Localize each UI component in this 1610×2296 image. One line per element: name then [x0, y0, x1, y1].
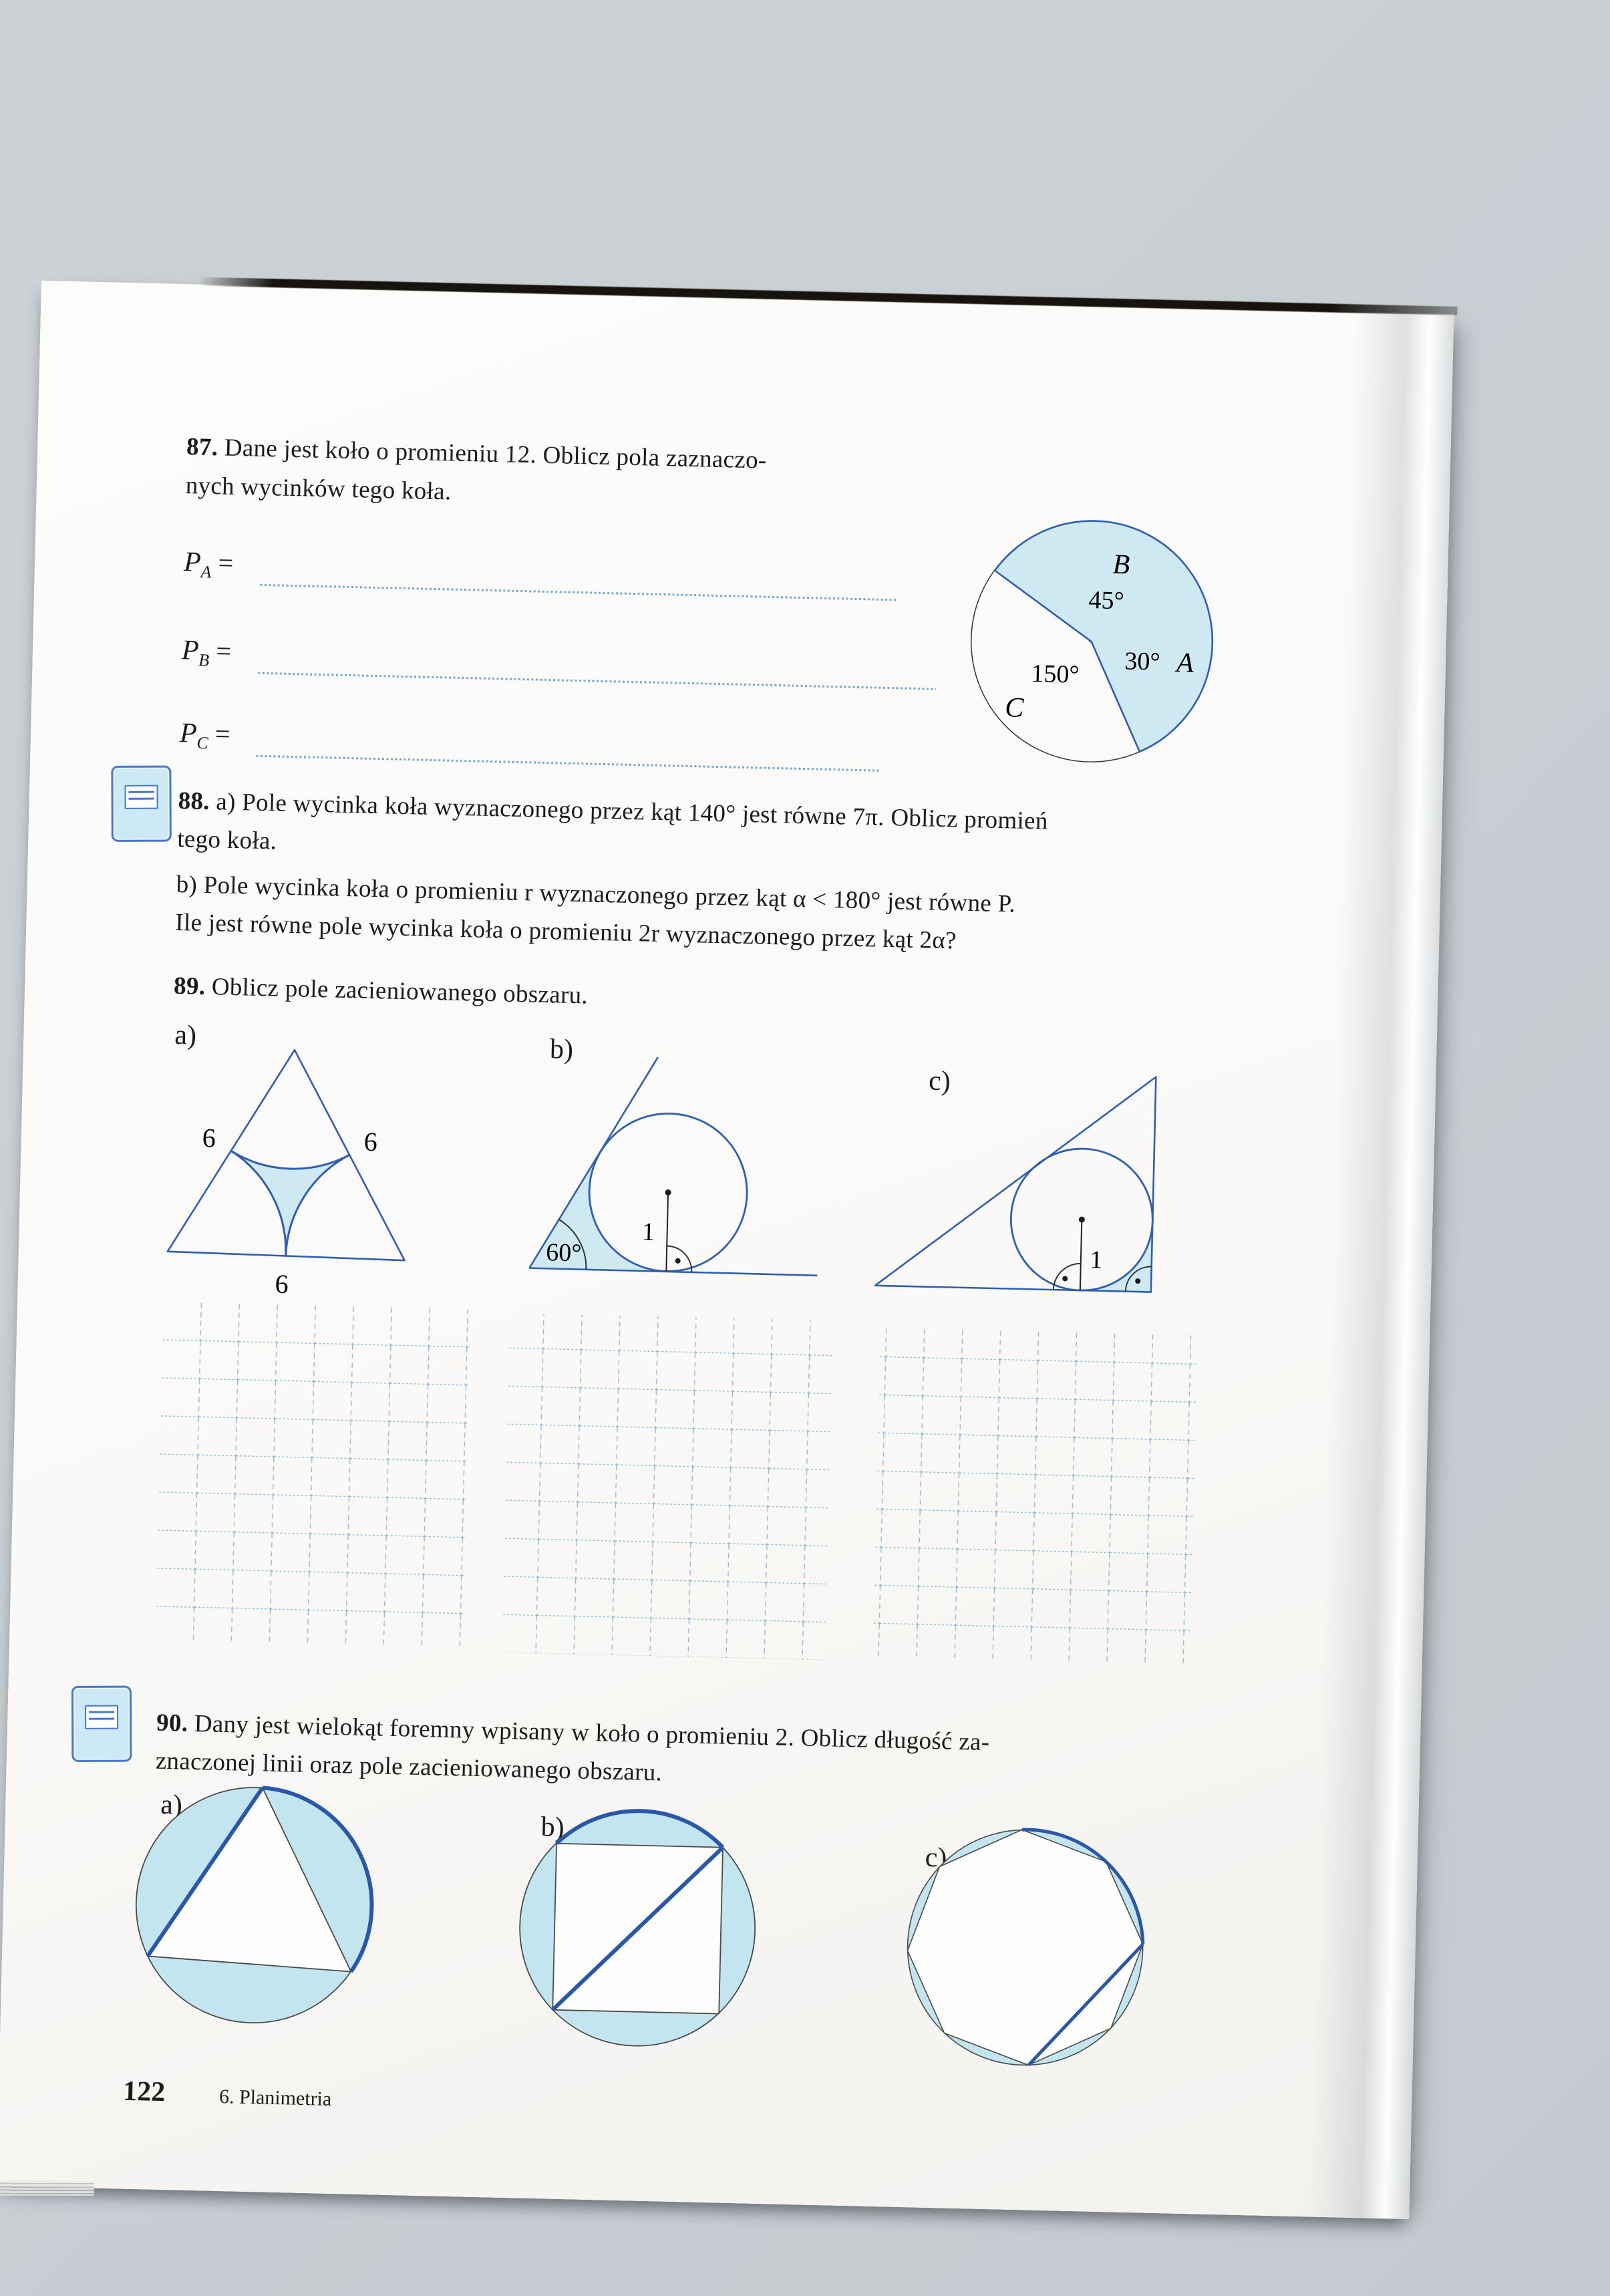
answer-line-pb: [258, 672, 936, 690]
book-page: [0, 281, 1454, 2219]
figure-90c-octagon-in-circle: [901, 1822, 1150, 2073]
pie-sectors-figure: [964, 513, 1219, 770]
workbook-icon: [111, 766, 171, 842]
grid-work-areas: [156, 1302, 1206, 1675]
side-label-left: 6: [202, 1123, 216, 1153]
problem-89-title: 89. Oblicz pole zacieniowanego obszaru.: [173, 972, 589, 1010]
pie-label-a: A: [1176, 648, 1194, 679]
pie-label-b: B: [1112, 549, 1130, 581]
right-angle-dot: [675, 1258, 681, 1264]
grid-block-a: [156, 1302, 471, 1649]
figure-89b-label: b): [549, 1034, 574, 1066]
figure-89a-triangle-arcs: [146, 1025, 440, 1306]
side-label-bottom: 6: [275, 1268, 289, 1300]
figure-90b-square-in-circle: [513, 1804, 762, 2052]
answer-label-pb: $P_B$ =: [181, 635, 232, 670]
side-label-right: 6: [363, 1126, 378, 1157]
answer-label-pc: $P_C$ =: [179, 718, 231, 753]
radius-label-1: 1: [641, 1217, 655, 1247]
circle-center-dot: [665, 1189, 671, 1195]
page-top-shadow: [198, 277, 1458, 315]
figure-89c-right-triangle-circle: [838, 1008, 1192, 1330]
figure-90a-label: a): [160, 1789, 183, 1821]
problem-88-line1: 88. a) Pole wycinka koła wyznaczonego przez kąt 140° jest równe 7π. Oblicz promień: [178, 787, 1049, 835]
problem-87-line2: nych wycinków tego koła.: [185, 472, 452, 506]
problem-89-number: 89.: [173, 972, 206, 1001]
problem-87-number: 87.: [186, 433, 218, 462]
figure-90a-triangle-in-circle: [130, 1782, 378, 2031]
answer-label-pa: $P_A$ =: [183, 547, 234, 582]
answer-line-pa: [260, 584, 898, 601]
grid-block-b: [502, 1313, 834, 1660]
angle-label-60: 60°: [545, 1238, 583, 1268]
pie-label-c: C: [1004, 692, 1024, 724]
radius-line: [1080, 1219, 1082, 1290]
figure-90b-label: b): [540, 1812, 565, 1844]
problem-90-line1: 90. Dany jest wielokąt foremny wpisany w koło o promieniu 2. Oblicz długość za-: [156, 1709, 990, 1757]
problem-88-line4: Ile jest równe pole wycinka koła o promieniu 2r wyznaczonego przez kąt 2α?: [174, 908, 957, 955]
pie-angle-c: 150°: [1030, 660, 1080, 689]
pie-angle-b: 45°: [1088, 586, 1125, 615]
problem-90-number: 90.: [156, 1709, 188, 1737]
workbook-icon-label-lines: [124, 785, 158, 809]
figure-89a-label: a): [174, 1020, 197, 1051]
problem-88-line2: tego koła.: [176, 825, 277, 855]
radius-label-1: 1: [1089, 1246, 1103, 1274]
chapter-title: 6. Planimetria: [218, 2086, 332, 2110]
workbook-icon: [71, 1686, 132, 1762]
triangle-outline: [875, 1070, 1156, 1292]
figure-90c-label: c): [925, 1842, 947, 1874]
pie-angle-a: 30°: [1124, 647, 1161, 676]
workbook-icon-label-lines: [85, 1705, 118, 1729]
sector-c: [991, 519, 1215, 753]
page-stack-corner: [0, 2181, 94, 2196]
circle-center-dot: [1079, 1216, 1085, 1222]
problem-87-line1: 87. Dane jest koło o promieniu 12. Oblicz pola zaznaczo-: [186, 433, 768, 474]
tangent-right-angle-dot: [1062, 1276, 1068, 1281]
answer-line-pc: [256, 755, 880, 772]
radius-line: [666, 1192, 668, 1271]
problem-88-line3: b) Pole wycinka koła o promieniu r wyznaczonego przez kąt α < 180° jest równe P.: [176, 871, 1016, 918]
figure-89c-label: c): [928, 1065, 951, 1097]
problem-88-number: 88.: [178, 787, 210, 816]
problem-90-line2: znaczonej linii oraz pole zacieniowanego obszaru.: [155, 1747, 663, 1787]
figure-89b-angle-circle: [504, 1014, 831, 1308]
book-spine-curvature: [1309, 313, 1454, 2219]
grid-block-c: [871, 1326, 1198, 1667]
page-number: 122: [122, 2075, 166, 2108]
